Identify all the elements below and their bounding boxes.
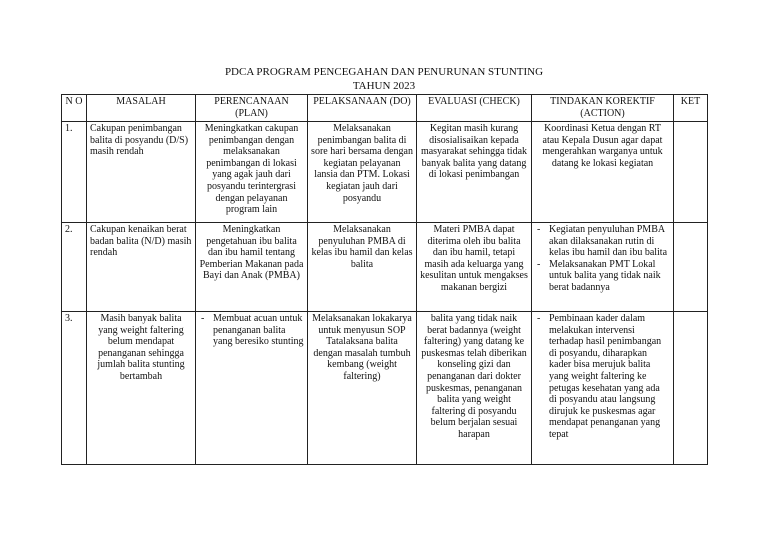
row-number: 1. (62, 122, 87, 223)
header-pelaksanaan: PELAKSANAAN (DO) (308, 95, 417, 122)
cell-evaluasi: balita yang tidak naik berat badannya (weight faltering) yang datang ke puskesmas telah diberikan konseling gizi dan penanganan dari dokter puskesmas, penanganan balita yang weight faltering di posyandu belum berjalan sesuai harapan (417, 312, 532, 465)
pdca-table (61, 94, 708, 465)
cell-ket (674, 122, 708, 223)
header-perencanaan: PERENCANAAN (PLAN) (196, 95, 308, 122)
cell-masalah: Cakupan penimbangan balita di posyandu (D/S) masih rendah (87, 122, 196, 223)
cell-ket (674, 312, 708, 465)
table-header-row (62, 95, 708, 122)
cell-masalah: Masih banyak balita yang weight faltering belum mendapat penanganan sehingga jumlah balita stunting bertambah (87, 312, 196, 465)
cell-perencanaan: Meningkatkan cakupan penimbangan dengan melaksanakan penimbangan di lokasi yang agak jauh dari posyandu terintergrasi dengan pelayanan program lain (196, 122, 308, 223)
header-no: N O (62, 95, 87, 122)
header-ket: KET (674, 95, 708, 122)
cell-pelaksanaan: Melaksanakan lokakarya untuk menyusun SOP Tatalaksana balita dengan masalah tumbuh kembang (weight faltering) (308, 312, 417, 465)
cell-pelaksanaan: Melaksanakan penimbangan balita di sore hari bersama dengan kegiatan pelayanan lansia dan PTM. Lokasi kegiatan jauh dari posyandu (308, 122, 417, 223)
cell-ket (674, 223, 708, 312)
cell-masalah: Cakupan kenaikan berat badan balita (N/D) masih rendah (87, 223, 196, 312)
row-number: 2. (62, 223, 87, 312)
header-masalah: MASALAH (87, 95, 196, 122)
cell-evaluasi: Materi PMBA dapat diterima oleh ibu balita dan ibu hamil, tetapi masih ada keluarga yang kesulitan untuk mengakses makanan bergizi (417, 223, 532, 312)
header-tindakan: TINDAKAN KOREKTIF (ACTION) (532, 95, 674, 122)
list-item: - Pembinaan kader dalam melakukan intervensi terhadap hasil penimbangan di posyandu, diharapkan kader bisa merujuk balita yang weight faltering ke petugas kesehatan yang ada di posyandu atau langsung dirujuk ke puskesmas agar mendapat penanganan yang tepat (535, 313, 670, 441)
cell-tindakan (532, 223, 674, 312)
list-item: - Melaksanakan PMT Lokal untuk balita yang tidak naik berat badannya (535, 259, 670, 294)
document-year: TAHUN 2023 (352, 80, 416, 92)
tindakan-list (535, 224, 670, 294)
tindakan-list (535, 313, 670, 441)
list-item: - Kegiatan penyuluhan PMBA akan dilaksanakan rutin di kelas ibu hamil dan ibu balita (535, 224, 670, 259)
list-item: - Membuat acuan untuk penanganan balita yang beresiko stunting (199, 313, 304, 348)
cell-perencanaan (196, 312, 308, 465)
document-title: PDCA PROGRAM PENCEGAHAN DAN PENURUNAN STUNTING (224, 66, 544, 78)
cell-tindakan: Koordinasi Ketua dengan RT atau Kepala Dusun agar dapat mengerahkan warganya untuk datang ke lokasi kegiatan (532, 122, 674, 223)
table-row (62, 312, 708, 465)
cell-pelaksanaan: Melaksanakan penyuluhan PMBA di kelas ibu hamil dan kelas balita (308, 223, 417, 312)
cell-evaluasi: Kegitan masih kurang disosialisaikan kepada masyarakat sehingga tidak banyak balita yang datang di lokasi penimbangan (417, 122, 532, 223)
row-number: 3. (62, 312, 87, 465)
table-row (62, 223, 708, 312)
table-row (62, 122, 708, 223)
header-evaluasi: EVALUASI (CHECK) (417, 95, 532, 122)
perencanaan-list (199, 313, 304, 348)
cell-tindakan (532, 312, 674, 465)
cell-perencanaan: Meningkatkan pengetahuan ibu balita dan ibu hamil tentang Pemberian Makanan pada Bayi dan Anak (PMBA) (196, 223, 308, 312)
